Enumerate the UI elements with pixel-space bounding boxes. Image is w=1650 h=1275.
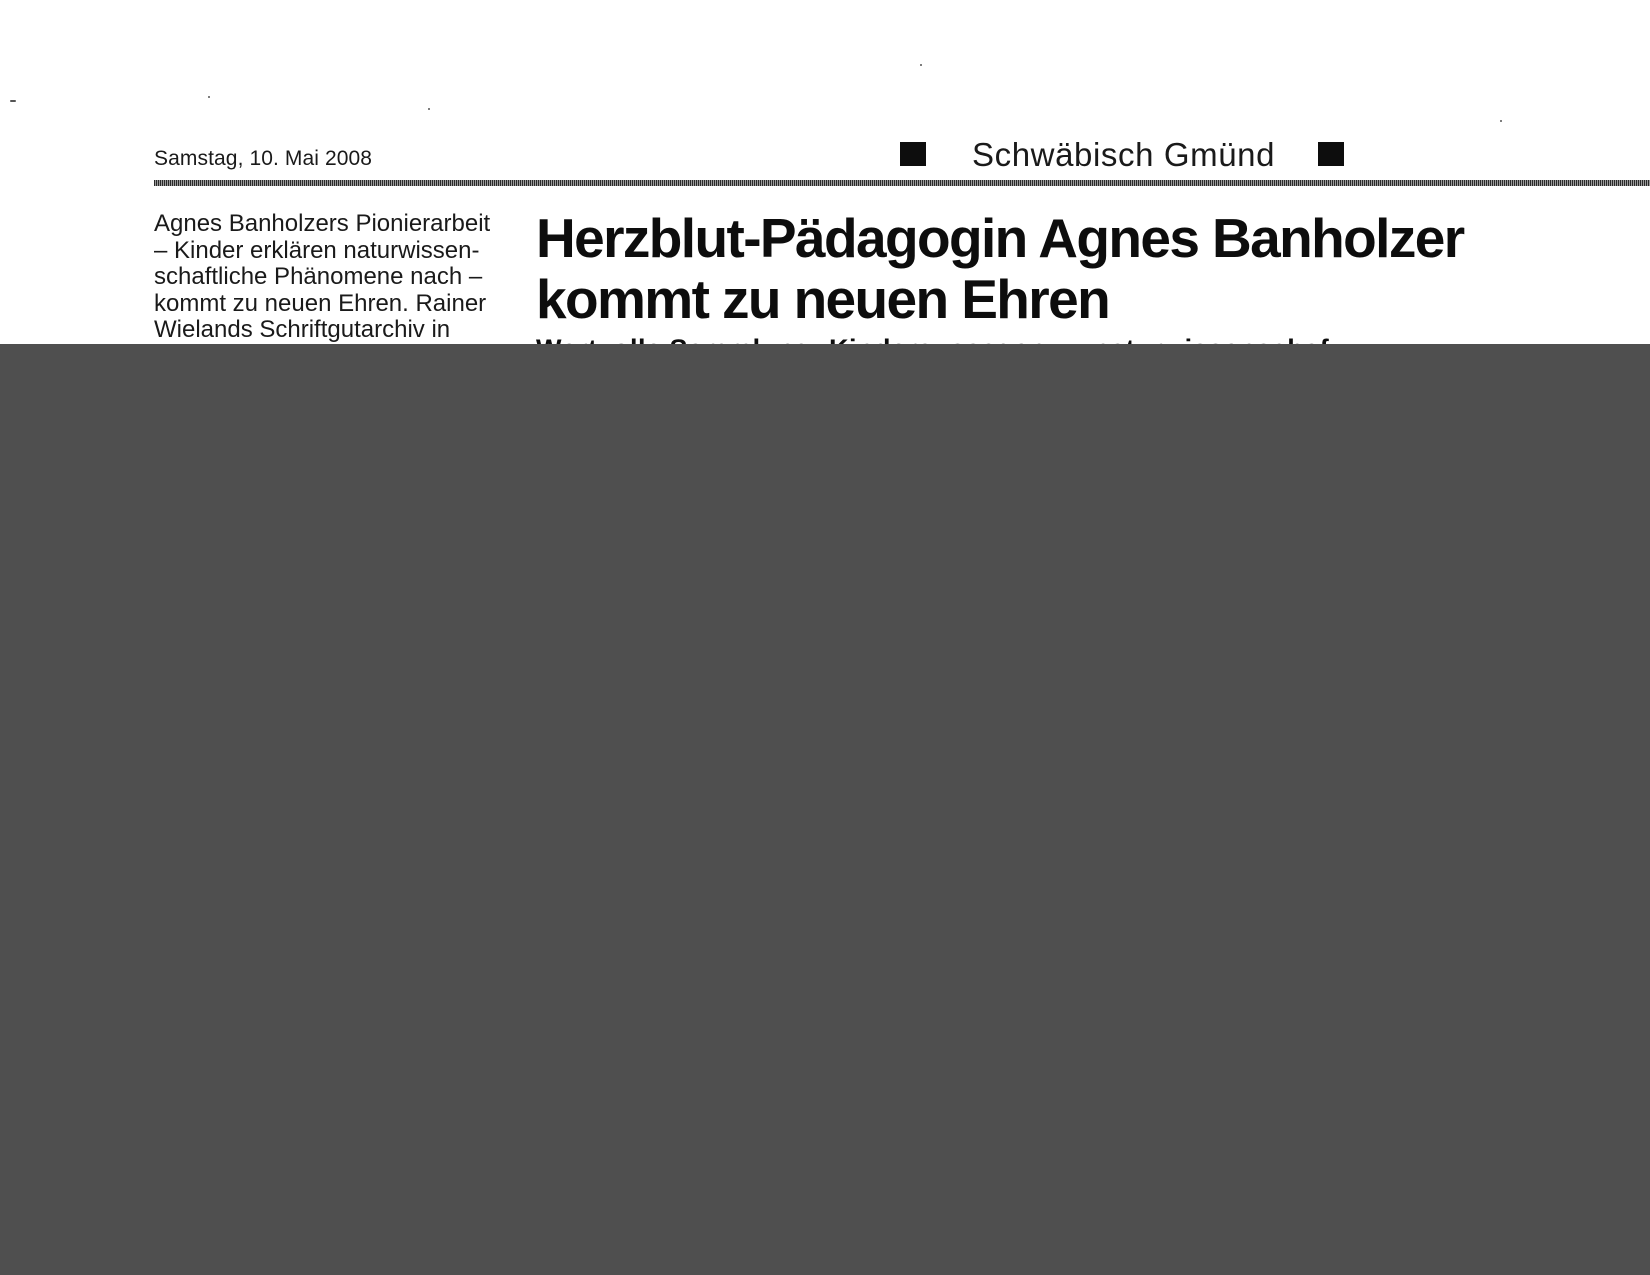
header-rule [154,180,1650,186]
section-marker-left [900,142,926,166]
scan-speck [1500,120,1502,122]
headline-line-1: Herzblut-Pädagogin Agnes Banholzer [536,207,1464,269]
article-headline [536,208,1536,330]
section-marker-right [1318,142,1344,166]
teaser-text [154,211,514,344]
teaser-line: schaftliche Phänomene nach – [154,263,483,290]
redaction-block [0,344,1650,1275]
teaser-line: kommt zu neuen Ehren. Rainer [154,289,487,317]
teaser-line: – Kinder erklären naturwissen- [154,236,480,264]
issue-date: Samstag, 10. Mai 2008 [154,147,373,170]
scan-speck [428,108,430,110]
scan-speck [920,64,922,66]
scan-speck [208,96,210,98]
teaser-line: Agnes Banholzers Pionierarbeit [154,210,491,237]
scan-speck [10,100,16,102]
teaser-line: Wielands Schriftgutarchiv in [154,316,451,343]
section-title: Schwäbisch Gmünd [972,136,1276,173]
headline-line-2: kommt zu neuen Ehren [536,268,1110,330]
